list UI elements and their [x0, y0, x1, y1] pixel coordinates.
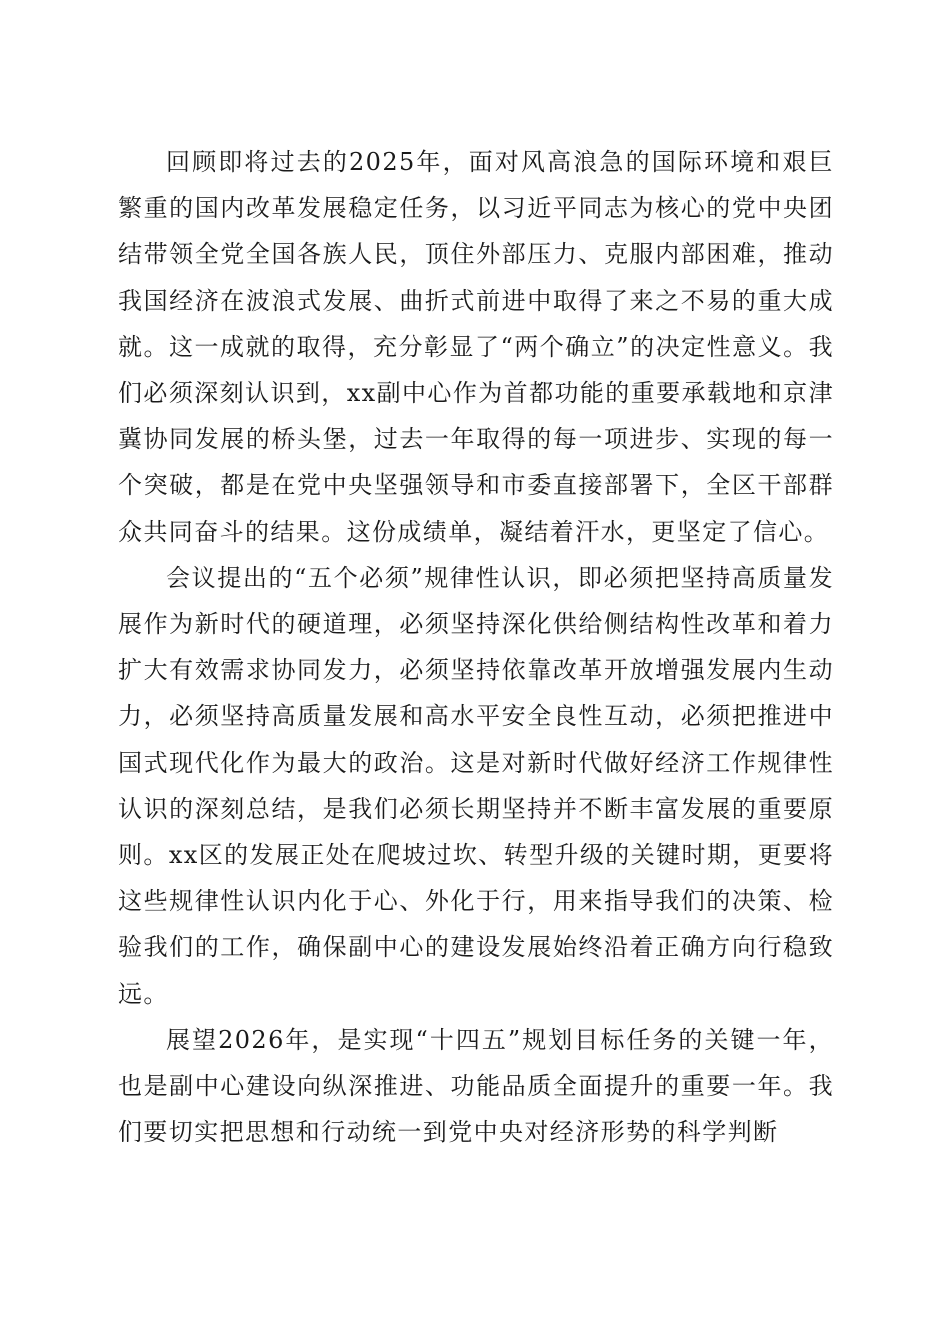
paragraph-five-musts: 会议提出的“五个必须”规律性认识，即必须把坚持高质量发展作为新时代的硬道理，必须坚持深化供给侧结构性改革和着力扩大有效需求协同发力，必须坚持依靠改革开放增强发展内生动力，必须坚持高质量发展和高水平安全良性互动，必须把推进中国式现代化作为最大的政治。这是对新时代做好经济工作规律性认识的深刻总结，是我们必须长期坚持并不断丰富发展的重要原则。xx区的发展正处在爬坡过坎、转型升级的关键时期，更要将这些规律性认识内化于心、外化于行，用来指导我们的决策、检验我们的工作，确保副中心的建设发展始终沿着正确方向行稳致远。 [118, 563, 834, 1008]
paragraph-outlook-2026: 展望2026年，是实现“十四五”规划目标任务的关键一年，也是副中心建设向纵深推进、功能品质全面提升的重要一年。我们要切实把思想和行动统一到党中央对经济形势的科学判断 [118, 1025, 834, 1147]
paragraph-review-2025: 回顾即将过去的2025年，面对风高浪急的国际环境和艰巨繁重的国内改革发展稳定任务，以习近平同志为核心的党中央团结带领全党全国各族人民，顶住外部压力、克服内部困难，推动我国经济在波浪式发展、曲折式前进中取得了来之不易的重大成就。这一成就的取得，充分彰显了“两个确立”的决定性意义。我们必须深刻认识到，xx副中心作为首都功能的重要承载地和京津冀协同发展的桥头堡，过去一年取得的每一项进步、实现的每一个突破，都是在党中央坚强领导和市委直接部署下，全区干部群众共同奋斗的结果。这份成绩单，凝结着汗水，更坚定了信心。 [118, 148, 834, 546]
document-body [118, 139, 834, 1155]
